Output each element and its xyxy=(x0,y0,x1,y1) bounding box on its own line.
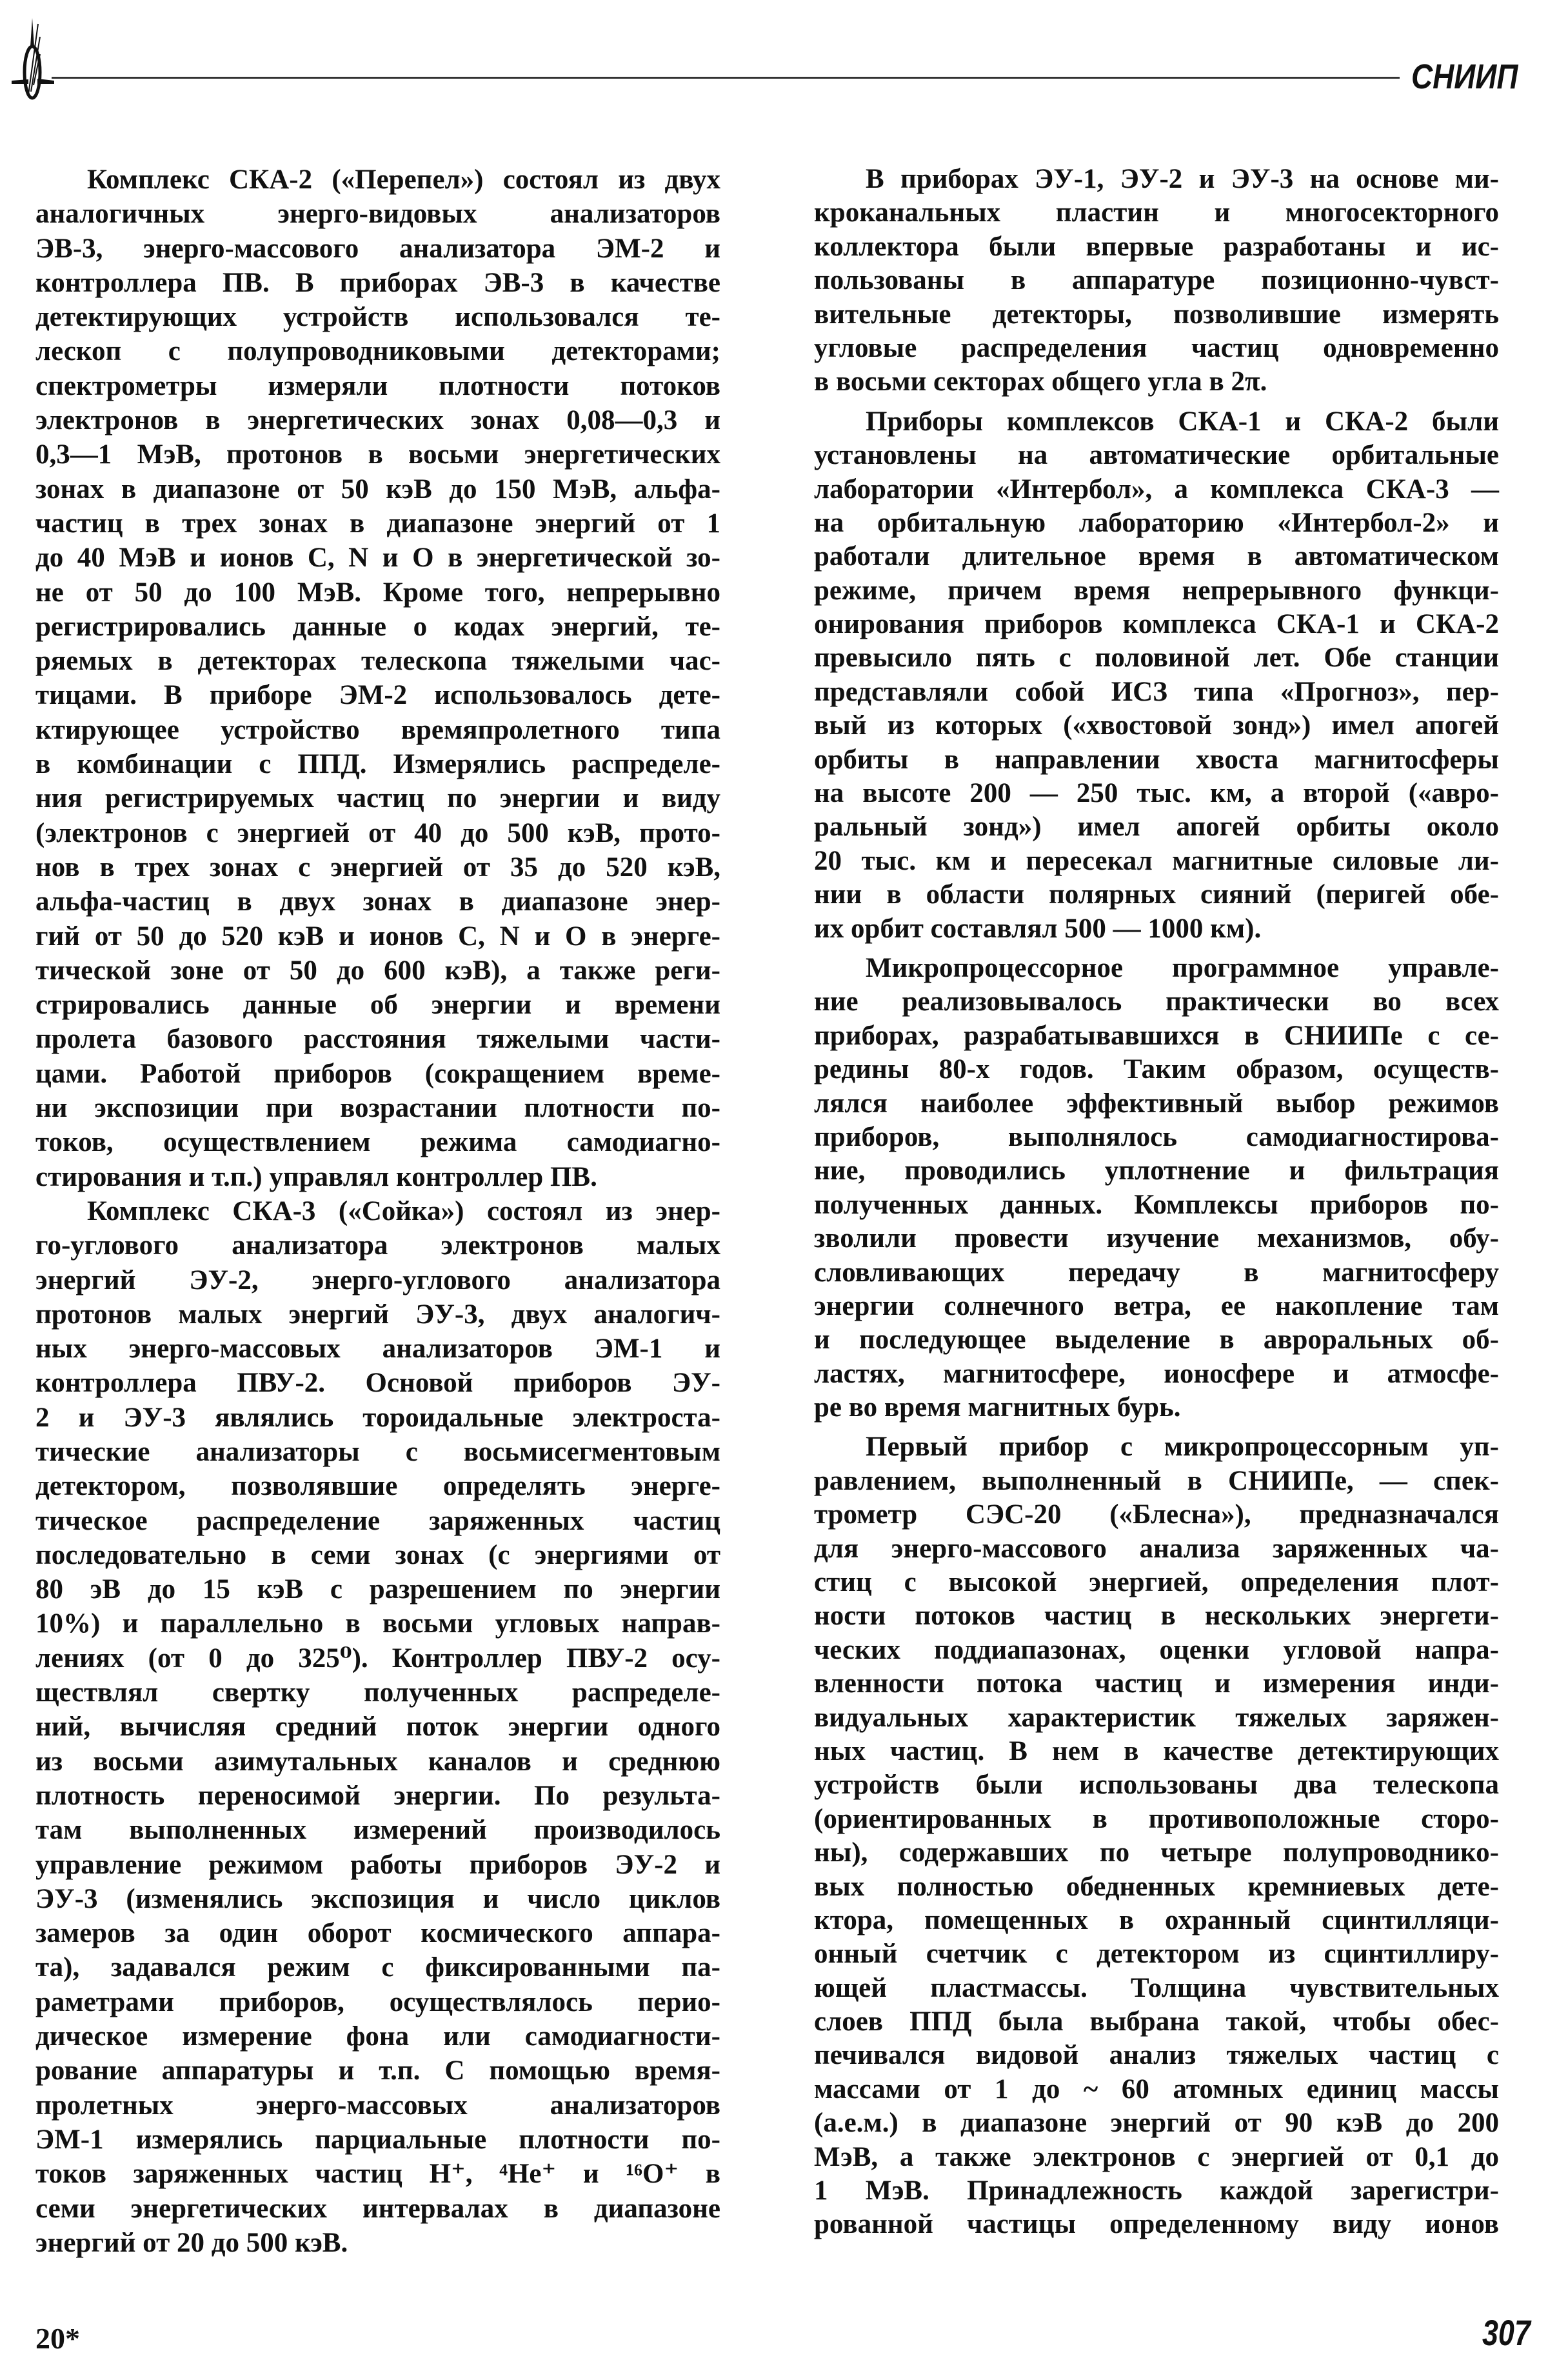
text-line: Первый прибор с микропроцессорным уп- xyxy=(866,1432,1499,1463)
text-line: ластях, магнитосфере, ионосфере и атмосфе- xyxy=(814,1358,1499,1389)
text-line: ни экспозиции при возрастании плотности по- xyxy=(35,1093,720,1124)
text-line: угловые распределения частиц одновременно xyxy=(814,332,1499,363)
text-line: рование аппаратуры и т.п. С помощью время- xyxy=(35,2055,720,2086)
running-head: СНИИП xyxy=(1411,57,1518,96)
text-line: ных энерго-массовых анализаторов ЭМ-1 и xyxy=(35,1334,720,1365)
text-line: токов, осуществлением режима самодиагно- xyxy=(35,1127,720,1158)
text-line: ЭВ-3, энерго-массового анализатора ЭМ-2 и xyxy=(35,233,720,264)
right-column xyxy=(814,163,1499,2242)
text-line: зонах в диапазоне от 50 кэВ до 150 МэВ, альфа- xyxy=(35,474,720,505)
text-line: пролетных энерго-массовых анализаторов xyxy=(35,2090,720,2121)
text-line: тицами. В приборе ЭМ-2 использовалось дете- xyxy=(35,680,720,711)
text-line: ществлял свертку полученных распределе- xyxy=(35,1677,720,1708)
text-line: там выполненных измерений производилось xyxy=(35,1815,720,1846)
text-line: ны), содержавших по четыре полупроводнико- xyxy=(814,1837,1499,1868)
text-line: (ориентированных в противоположные сторо- xyxy=(814,1803,1499,1834)
text-line: МэВ, а также электронов с энергией от 0,1 до xyxy=(814,2141,1499,2172)
text-line: лениях (от 0 до 325⁰). Контроллер ПВУ-2 осу- xyxy=(35,1643,720,1674)
text-line: детектирующих устройств использовался те- xyxy=(35,302,720,333)
text-line: массами от 1 до ~ 60 атомных единиц массы xyxy=(814,2074,1499,2105)
text-line: тическое распределение заряженных частиц xyxy=(35,1505,720,1536)
text-line: лялся наиболее эффективный выбор режимов xyxy=(814,1088,1499,1119)
text-line: спектрометры измеряли плотности потоков xyxy=(35,370,720,401)
text-line: В приборах ЭУ-1, ЭУ-2 и ЭУ-3 на основе ми- xyxy=(866,164,1499,194)
text-line: приборов, выполнялось самодиагностирова- xyxy=(814,1121,1499,1152)
paragraph xyxy=(814,405,1499,946)
text-line: тической зоне от 50 до 600 кэВ), а также реги- xyxy=(35,955,720,986)
text-line: ния регистрируемых частиц по энергии и виду xyxy=(35,783,720,814)
paragraph xyxy=(35,163,720,1194)
text-line: пользованы в аппаратуре позиционно-чувст- xyxy=(814,265,1499,296)
text-line: на орбитальную лабораторию «Интербол-2» и xyxy=(814,507,1499,538)
text-line: энергий от 20 до 500 кэВ. xyxy=(35,2227,348,2258)
text-line: на высоте 200 — 250 тыс. км, а второй («авро- xyxy=(814,778,1499,809)
text-line: коллектора были впервые разработаны и ис- xyxy=(814,231,1499,262)
text-line: аналогичных энерго-видовых анализаторов xyxy=(35,199,720,230)
text-line: ние реализовывалось практически во всех xyxy=(814,986,1499,1017)
text-line: нов в трех зонах с энергией от 35 до 520 кэВ, xyxy=(35,852,720,883)
text-line: равлением, выполненный в СНИИПе, — спек- xyxy=(814,1465,1499,1496)
text-line: 1 МэВ. Принадлежность каждой зарегистри- xyxy=(814,2175,1499,2206)
text-line: частиц в трех зонах в диапазоне энергий от 1 xyxy=(35,508,720,539)
text-line: для энерго-массового анализа заряженных ча- xyxy=(814,1533,1499,1564)
text-line: ние, проводились уплотнение и фильтрация xyxy=(814,1155,1499,1186)
text-line: токов заряженных частиц H⁺, ⁴He⁺ и ¹⁶O⁺ в xyxy=(35,2159,720,2190)
text-line: ре во время магнитных бурь. xyxy=(814,1392,1181,1423)
text-line: контроллера ПВ. В приборах ЭВ-3 в качестве xyxy=(35,267,720,298)
text-line: управление режимом работы приборов ЭУ-2 и xyxy=(35,1849,720,1880)
paragraph xyxy=(814,952,1499,1425)
text-line: онирования приборов комплекса СКА-1 и СКА-2 xyxy=(814,609,1499,640)
paragraph xyxy=(814,1430,1499,2241)
text-line: (электронов с энергией от 40 до 500 кэВ, прото- xyxy=(35,817,720,848)
text-line: словливающих передачу в магнитосферу xyxy=(814,1257,1499,1288)
text-line: Приборы комплексов СКА-1 и СКА-2 были xyxy=(866,406,1499,437)
text-line: стиц с высокой энергией, определения плот- xyxy=(814,1567,1499,1598)
text-line: стирования и т.п.) управлял контроллер ПВ. xyxy=(35,1161,597,1192)
text-line: Комплекс СКА-3 («Сойка») состоял из энер- xyxy=(87,1195,720,1226)
text-line: онный счетчик с детектором из сцинтиллиру- xyxy=(814,1939,1499,1970)
text-line: орбиты в направлении хвоста магнитосферы xyxy=(814,744,1499,775)
text-line: работали длительное время в автоматическом xyxy=(814,541,1499,572)
text-line: энергии солнечного ветра, ее накопление там xyxy=(814,1290,1499,1321)
text-line: устройств были использованы два телескопа xyxy=(814,1770,1499,1801)
text-line: лескоп с полупроводниковыми детекторами; xyxy=(35,336,720,367)
page-number: 307 xyxy=(1482,2312,1531,2353)
text-line: вых полностью обедненных кремниевых дете- xyxy=(814,1871,1499,1902)
text-line: нии в области полярных сияний (перигей обе- xyxy=(814,879,1499,910)
text-line: 2 и ЭУ-3 являлись тороидальные электроста- xyxy=(35,1402,720,1433)
text-line: дическое измерение фона или самодиагности- xyxy=(35,2021,720,2052)
text-line: в комбинации с ППД. Измерялись распределе- xyxy=(35,749,720,780)
text-line: установлены на автоматические орбитальные xyxy=(814,440,1499,471)
text-line: приборах, разрабатывавшихся в СНИИПе с се- xyxy=(814,1020,1499,1051)
text-line: энергий ЭУ-2, энерго-углового анализатора xyxy=(35,1265,720,1295)
text-line: в восьми секторах общего угла в 2π. xyxy=(814,366,1267,397)
text-line: тические анализаторы с восьмисегментовым xyxy=(35,1436,720,1467)
text-line: режиме, причем время непрерывного функци- xyxy=(814,575,1499,606)
text-line: ний, вычисляя средний поток энергии одного xyxy=(35,1712,720,1743)
text-line: Микропроцессорное программное управле- xyxy=(866,952,1499,983)
text-line: Комплекс СКА-2 («Перепел») состоял из двух xyxy=(87,165,720,195)
text-line: гий от 50 до 520 кэВ и ионов С, N и О в энерге- xyxy=(35,921,720,952)
text-line: трометр СЭС-20 («Блесна»), предназначался xyxy=(814,1499,1499,1530)
paragraph xyxy=(814,163,1499,399)
text-line: слоев ППД была выбрана такой, чтобы обес- xyxy=(814,2006,1499,2037)
text-line: ЭУ-3 (изменялись экспозиция и число циклов xyxy=(35,1883,720,1914)
text-line: лаборатории «Интербол», а комплекса СКА-3 — xyxy=(814,474,1499,505)
text-line: редины 80-х годов. Таким образом, осуществ- xyxy=(814,1054,1499,1085)
text-line: рованной частицы определенному виду ионов xyxy=(814,2209,1499,2240)
text-line: представляли собой ИСЗ типа «Прогноз», пер- xyxy=(814,676,1499,707)
text-line: печивался видовой анализ тяжелых частиц с xyxy=(814,2040,1499,2071)
text-line: их орбит составлял 500 — 1000 км). xyxy=(814,913,1262,944)
text-line: ктора, помещенных в охранный сцинтилляци- xyxy=(814,1905,1499,1935)
text-line: протонов малых энергий ЭУ-3, двух аналогич- xyxy=(35,1299,720,1330)
text-line: ющей пластмассы. Толщина чувствительных xyxy=(814,1972,1499,2003)
text-line: ряемых в детекторах телескопа тяжелыми час- xyxy=(35,646,720,677)
text-line: ктирующее устройство времяпролетного типа xyxy=(35,714,720,745)
text-line: зволили провести изучение механизмов, обу- xyxy=(814,1223,1499,1254)
text-line: та), задавался режим с фиксированными па- xyxy=(35,1952,720,1983)
text-line: цами. Работой приборов (сокращением време- xyxy=(35,1058,720,1089)
text-line: 10%) и параллельно в восьми угловых направ- xyxy=(35,1608,720,1639)
text-line: 0,3—1 МэВ, протонов в восьми энергетических xyxy=(35,439,720,470)
text-line: стрировались данные об энергии и времени xyxy=(35,990,720,1021)
paragraph xyxy=(35,1194,720,2260)
text-line: кроканальных пластин и многосекторного xyxy=(814,197,1499,228)
text-line: ческих поддиапазонах, оценки угловой напра- xyxy=(814,1634,1499,1665)
text-line: электронов в энергетических зонах 0,08—0,3 и xyxy=(35,405,720,436)
text-line: ных частиц. В нем в качестве детектирующих xyxy=(814,1735,1499,1766)
text-line: видуальных характеристик тяжелых заряжен- xyxy=(814,1702,1499,1733)
text-line: вый из которых («хвостовой зонд») имел апогей xyxy=(814,710,1499,741)
text-line: плотность переносимой энергии. По результа- xyxy=(35,1780,720,1811)
text-line: из восьми азимутальных каналов и среднюю xyxy=(35,1746,720,1777)
left-column xyxy=(35,163,720,2260)
sniip-logo-icon xyxy=(5,8,57,101)
text-line: раметрами приборов, осуществлялось перио- xyxy=(35,1986,720,2017)
text-line: ности потоков частиц в нескольких энергети- xyxy=(814,1601,1499,1632)
text-line: замеров за один оборот космического аппара- xyxy=(35,1918,720,1949)
text-line: до 40 МэВ и ионов С, N и О в энергетической зо- xyxy=(35,543,720,574)
text-line: и последующее выделение в авроральных об- xyxy=(814,1325,1499,1355)
text-line: ральный зонд») имел апогей орбиты около xyxy=(814,812,1499,843)
text-line: полученных данных. Комплексы приборов по- xyxy=(814,1189,1499,1220)
text-line: контроллера ПВУ-2. Основой приборов ЭУ- xyxy=(35,1368,720,1399)
text-line: вительные детекторы, позволившие измерять xyxy=(814,299,1499,330)
text-line: не от 50 до 100 МэВ. Кроме того, непрерывно xyxy=(35,577,720,608)
text-line: последовательно в семи зонах (с энергиями от xyxy=(35,1539,720,1570)
text-line: 20 тыс. км и пересекал магнитные силовые ли- xyxy=(814,845,1499,876)
text-line: (а.е.м.) в диапазоне энергий от 90 кэВ до 200 xyxy=(814,2108,1499,2139)
text-line: превысило пять с половиной лет. Обе станции xyxy=(814,643,1499,674)
text-line: детектором, позволявшие определять энерге- xyxy=(35,1471,720,1502)
text-line: вленности потока частиц и измерения инди- xyxy=(814,1668,1499,1699)
text-line: го-углового анализатора электронов малых xyxy=(35,1230,720,1261)
text-line: семи энергетических интервалах в диапазоне xyxy=(35,2193,720,2224)
text-line: 80 эВ до 15 кэВ с разрешением по энергии xyxy=(35,1574,720,1605)
text-line: альфа-частиц в двух зонах в диапазоне энер- xyxy=(35,886,720,917)
signature-mark: 20* xyxy=(35,2322,80,2355)
text-line: пролета базового расстояния тяжелыми части- xyxy=(35,1024,720,1055)
text-line: ЭМ-1 измерялись парциальные плотности по- xyxy=(35,2124,720,2155)
header-rule xyxy=(52,77,1400,79)
text-line: регистрировались данные о кодах энергий, те- xyxy=(35,611,720,642)
